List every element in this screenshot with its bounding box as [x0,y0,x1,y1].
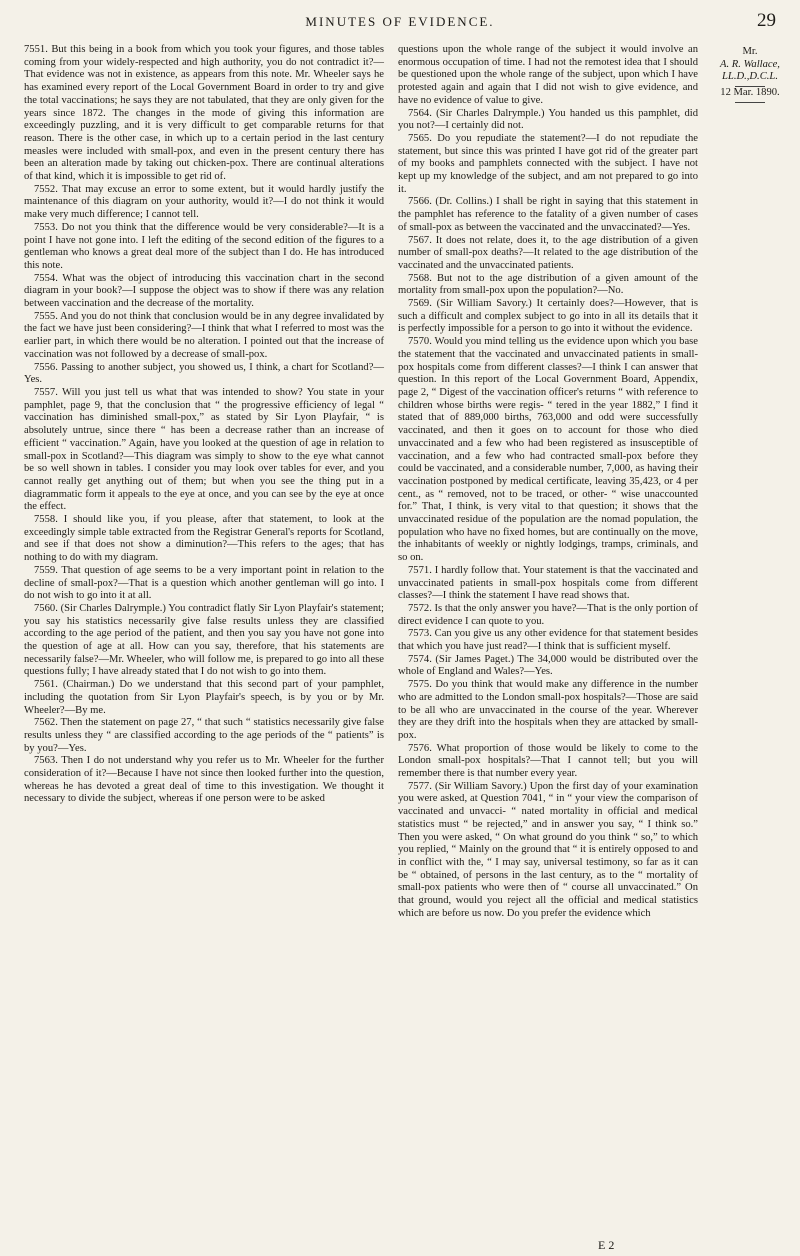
paragraph: 7570. Would you mind telling us the evidence upon which you base the statement that the vaccinated and unvaccinated patients in small-pox hospitals come from different classes?—I think I can answer that question. In this report of the Local Government Board, Appendix, page 2, “ Digest of the vaccination officer's returns “ with reference to children whose births were regis- “ tered in the year 1882,” I find it stated that of 889,000 births, 763,000 and odd were successfully vaccinated, and then it goes on to account for those who died unvaccinated and a few who had been registered as insusceptible of vaccination, and a few who had contracted small-pox before they could be vaccinated, and a considerable number, 7,000, as having their vaccination postponed by medical certificate, leaving 35,423, or 4 per cent., as “ removed, not to be traced, or other- “ wise unaccounted for.” That, I think, is very vital to that question; it shows that the unvaccinated residue of the population are the nomad population, the population who have no fixed homes, but are continually on the move, the inhabitants of weekly or nightly lodgings, tramps, criminals, and so on. [398,336,698,564]
paragraph: 7571. I hardly follow that. Your statement is that the vaccinated and unvaccinated patients in small-pox hospitals come from different classes?—I think the statement I have read shows that. [398,564,698,602]
paragraph: 7560. (Sir Charles Dalrymple.) You contradict flatly Sir Lyon Playfair's statement; you say his statistics necessarily give false results unless they are classified according to the age period of the patient, and then you say you have not gone into the question of age at all. How can you say, therefore, that his statements are necessarily false?—Mr. Wheeler, who will follow me, is prepared to go into all these questions fully; I have already stated that I do not wish to go into them. [24,602,384,678]
paragraph: 7556. Passing to another subject, you showed us, I think, a chart for Scotland?—Yes. [24,361,384,386]
paragraph: 7576. What proportion of those would be likely to come to the London small-pox hospitals?—That I cannot tell; but you will remember there is that number every year. [398,742,698,780]
paragraph: 7551. But this being in a book from which you took your figures, and those tables coming from your widely-respected and high authority, you do not contradict it?—That evidence was not in existence, as appears from this note. Mr. Wheeler says he has examined every report of the Local Government Board in order to try and give the total vaccinations; he says they are not tabulated, that they are only given for the years since 1872. The changes in the mode of giving this information are exceedingly puzzling, and it is very difficult to get comparable returns for that reason. There is the other case, in which up to a certain period in the last century measles were included with small-pox, and even in the present century there has been an alteration made by taking out chicken-pox. There are continual alterations of that kind, which it is impossible to get rid of. [24,44,384,183]
paragraph: questions upon the whole range of the subject it would involve an enormous occupation of time. I had not the remotest idea that I should be questioned upon the whole range of the subject, upon which I have protested again and again that I did not wish to give evidence, and have no evidence of value to give. [398,44,698,106]
paragraph: 7562. Then the statement on page 27, “ that such “ statistics necessarily give false results unless they “ are classified according to the age periods of the “ patients” is by you?—Yes. [24,717,384,754]
paragraph: 7563. Then I do not understand why you refer us to Mr. Wheeler for the further consideration of it?—Because I have not since then looked further into the question, whereas he has devoted a great deal of time to this investigation. We thought it necessary to divide the subject, whereas if one person were to be asked [24,755,384,805]
paragraph: 7564. (Sir Charles Dalrymple.) You handed us this pamphlet, did you not?—I certainly did not. [398,107,698,132]
paragraph: 7574. (Sir James Paget.) The 34,000 would be distributed over the whole of England and Wales?—Yes. [398,653,698,678]
paragraph: 7561. (Chairman.) Do we understand that this second part of your pamphlet, including the quotation from Sir Lyon Playfair's speech, is by you or by Mr. Wheeler?—By me. [24,679,384,716]
paragraph: 7557. Will you just tell us what that was intended to show? You state in your pamphlet, page 9, that the conclusion that “ the progressive efficiency of legal “ vaccination has diminished small-pox,” as stated by Sir Lyon Playfair, “ is absolutely untrue, since there “ has been a decrease rather than an increase of efficient “ vaccination.” Again, have you looked at the question of age in relation to small-pox in Scotland?—This diagram was simply to show to the eye what cannot be so well shown in tables. I consider you may look over tables for ever, and you cannot really get anything out of them; but when you see the thing put in a diagrammatic form it appeals to the eye at once, and you can see by the eye at once the effect. [24,386,384,513]
paragraph: 7569. (Sir William Savory.) It certainly does?—However, that is such a difficult and complex subject to go into in all its details that it is perfectly impossible for a person to go into it without the evidence. [398,298,698,335]
paragraph: 7567. It does not relate, does it, to the age distribution of a given number of small-pox deaths?—It related to the age distribution of the vaccinated and the unvaccinated patients. [398,234,698,271]
page-number: 29 [757,10,776,31]
paragraph: 7554. What was the object of introducing this vaccination chart in the second diagram in your book?—I suppose the object was to show if there was any relation between vaccination and the decrease of the mortality. [24,272,384,310]
paragraph: 7577. (Sir William Savory.) Upon the first day of your examination you were asked, at Question 7041, “ in “ your view the comparison of vaccinated and unvacci- “ nated mortality in official and medical statistics must “ be rejected,” and in answer you say, “ I think so.” Then you were asked, “ On what ground do you think “ so,” to which you replied, “ Mainly on the ground that “ it is entirely opposed to and in conflict with the, “ I may say, universal testimony, so far as it can be “ obtained, of persons in the last century, as to the “ mortality of small-pox patients who were then of “ course all unvaccinated.” On that ground, would you reject all the official and medical statistics which are before us now. Do you prefer the evidence which [398,780,698,919]
left-column [24,44,384,806]
margin-witness-name: A. R. Wallace, [720,58,780,70]
paragraph: 7553. Do not you think that the difference would be very considerable?—It is a point I have not gone into. I left the editing of the second edition of the figures to a gentleman who knows a great deal more of the subject than I do. He has introduced this note. [24,221,384,271]
paragraph: 7573. Can you give us any other evidence for that statement besides that which you have just read?—I think that is sufficient myself. [398,628,698,653]
paragraph: 7558. I should like you, if you please, after that statement, to look at the exceedingly simple table extracted from the Registrar General's reports for Scotland, and see if that does not show a diminution?—This refers to the ages; that has nothing to do with my diagram. [24,514,384,564]
margin-divider [735,102,765,103]
page-header [0,10,800,36]
paragraph: 7568. But not to the age distribution of a given amount of the mortality from small-pox upon the population?—No. [398,272,698,297]
margin-date: 12 Mar. 1890. [720,87,780,99]
right-column [398,44,698,921]
margin-witness-degrees: LL.D.,D.C.L. [722,71,778,83]
paragraph: 7566. (Dr. Collins.) I shall be right in saying that this statement in the pamphlet has reference to the fatality of a given number of cases of small-pox as between the vaccinated and the unvaccinated?—Yes. [398,196,698,233]
paragraph: 7572. Is that the only answer you have?—That is the only portion of direct evidence I can quote to you. [398,602,698,627]
paragraph: 7565. Do you repudiate the statement?—I do not repudiate the statement, but since this was printed I have got rid of the greater part of my books and pamphlets connected with the subject. I have not kept up my knowledge of the subject, and am not prepared to go into it. [398,132,698,195]
margin-note [706,46,794,103]
paragraph: 7559. That question of age seems to be a very important point in relation to the decline of small-pox?—That is a question which another gentleman will go into. I do not wish to go into it at all. [24,564,384,602]
running-title: MINUTES OF EVIDENCE. [305,14,495,29]
paragraph: 7575. Do you think that would make any difference in the number who are admitted to the London small-pox hospitals?—Those are said to be all who are unvaccinated in the course of the year. Wherever they are they drift into the hospitals when they are attacked by small-pox. [398,679,698,741]
margin-witness-title: Mr. [742,46,758,57]
paragraph: 7555. And you do not think that conclusion would be in any degree invalidated by the fact we have just been considering?—I think that what I referred to most was the earlier part, in which there would be no alteration. I pointed out that the increase of vaccination was not followed by a decrease of small-pox. [24,310,384,360]
paragraph: 7552. That may excuse an error to some extent, but it would hardly justify the maintenance of this diagram on your authority, would it?—I do not think it would make very much difference; I cannot tell. [24,183,384,221]
signature-mark: E 2 [598,1238,615,1252]
